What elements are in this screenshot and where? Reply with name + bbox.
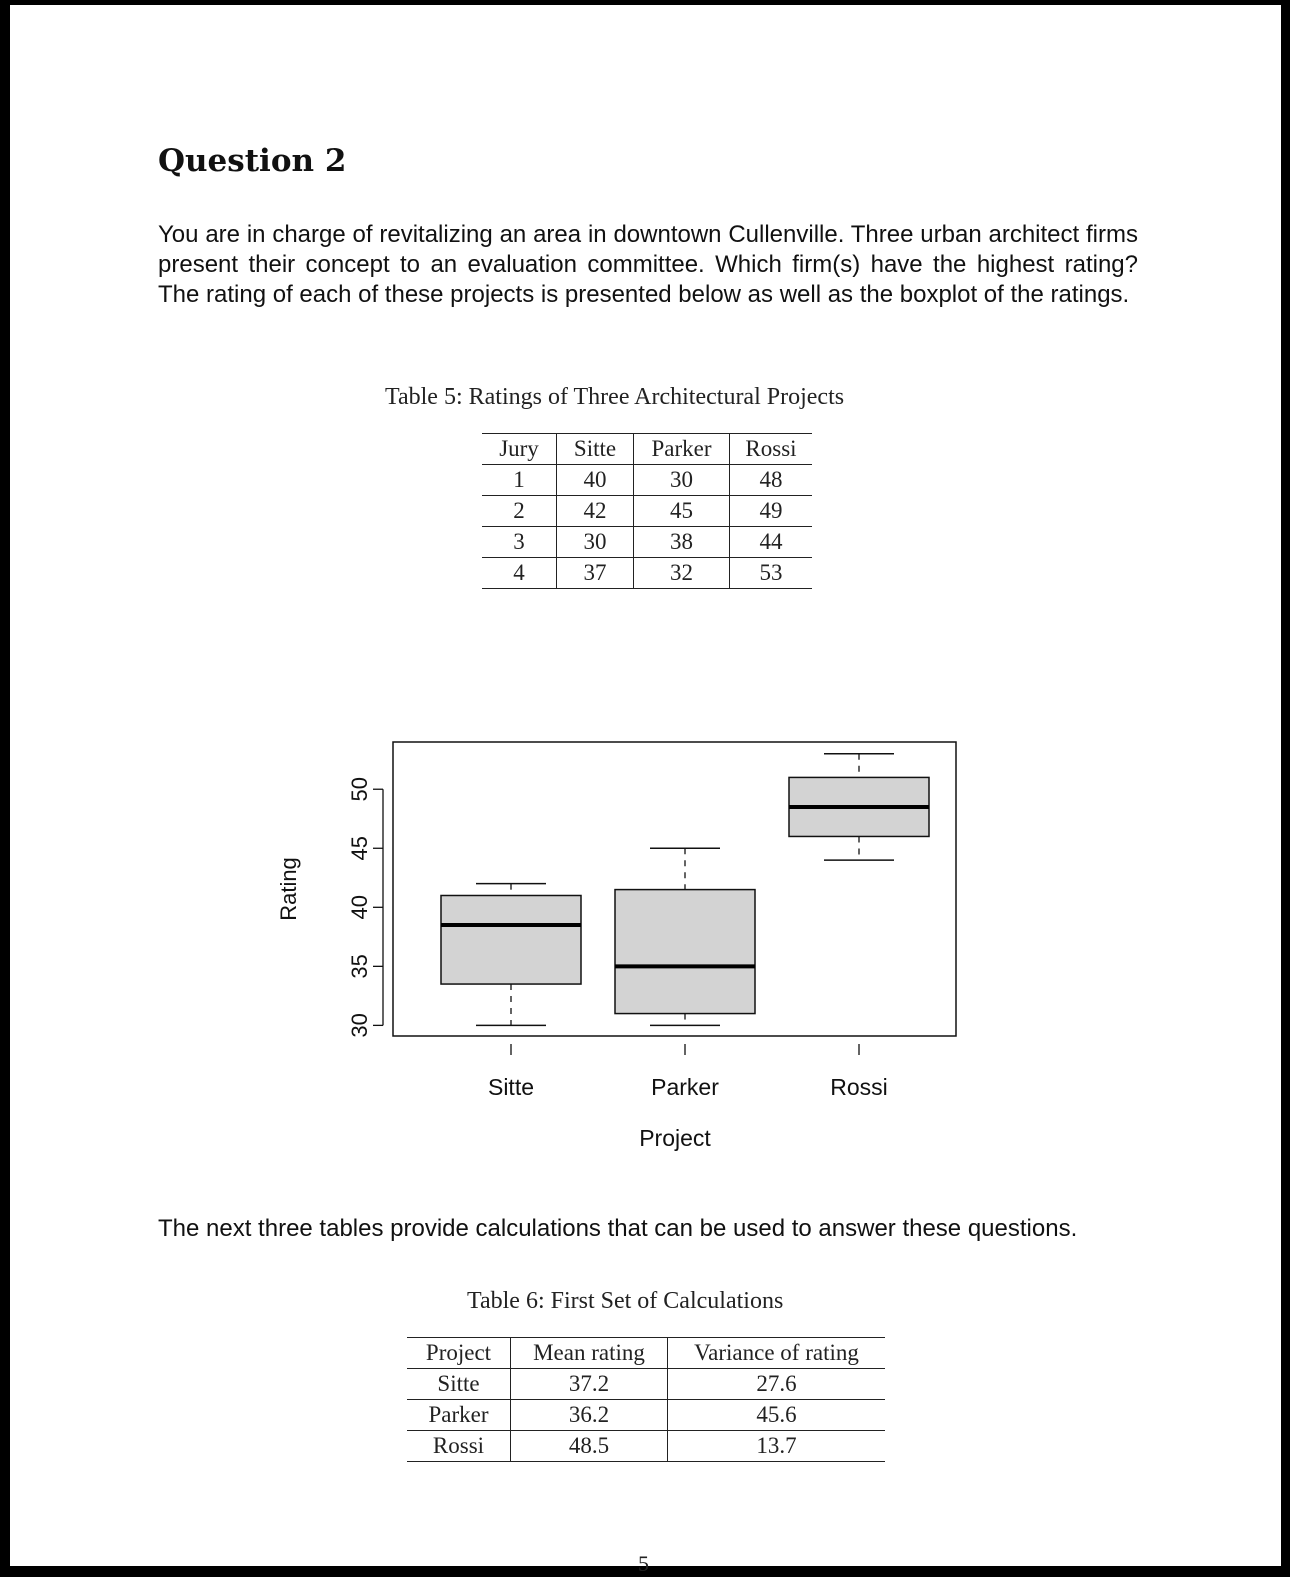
table-cell: 36.2 [511,1400,668,1431]
box-rossi [789,754,929,860]
table-cell: 38 [634,527,730,558]
header-variance: Variance of rating [668,1338,886,1369]
y-tick-label: 40 [346,895,372,920]
table5-caption: Table 5: Ratings of Three Architectural Projects [385,384,845,410]
table-cell: 27.6 [668,1369,886,1400]
table-cell: 42 [557,496,634,527]
table-cell: Parker [407,1400,511,1431]
table-cell: 45.6 [668,1400,886,1431]
table-row [407,1369,885,1400]
table-cell: 3 [482,527,557,558]
header-rossi: Rossi [730,434,813,465]
y-axis-label: Rating [276,857,301,921]
y-tick-label: 45 [346,836,372,861]
header-jury: Jury [482,434,557,465]
y-tick-label: 50 [346,776,372,802]
x-tick-label: Parker [651,1074,719,1100]
ratings-boxplot [265,733,1045,1163]
table-cell: 30 [634,465,730,496]
table-row [482,527,812,558]
table-cell: 2 [482,496,557,527]
table-cell: 48 [730,465,813,496]
question-heading: Question 2 [158,143,347,179]
y-tick-label: 35 [346,954,372,979]
header-sitte: Sitte [557,434,634,465]
table-cell: 45 [634,496,730,527]
table-cell: 37 [557,558,634,589]
iqr-box [441,895,581,984]
x-tick-label: Sitte [487,1074,535,1100]
table6-caption: Table 6: First Set of Calculations [467,1288,784,1314]
table-cell: 32 [634,558,730,589]
table-cell: 49 [730,496,813,527]
table-cell: 37.2 [511,1369,668,1400]
table-row [482,465,812,496]
x-axis [488,1044,888,1100]
table-cell: Rossi [407,1431,511,1462]
table-header-row [482,434,812,465]
question-intro: You are in charge of revitalizing an area in downtown Cullenville. Three urban architect firms present their concept to an evaluation committee. Which firm(s) have the highest rating? The rating of each of these projects is presented below as well as the boxplot of the ratings. [158,221,1138,308]
calculations-intro: The next three tables provide calculations that can be used to answer these questions. [158,1215,1078,1242]
header-parker: Parker [634,434,730,465]
table-cell: 48.5 [511,1431,668,1462]
table-row [482,558,812,589]
box-parker [615,848,755,1025]
header-project: Project [407,1338,511,1369]
iqr-box [615,890,755,1014]
table-row [482,496,812,527]
page-number: 5 [638,1551,649,1576]
table-cell: Sitte [407,1369,511,1400]
ratings-table [482,433,812,589]
x-axis-label: Project [639,1125,711,1151]
table-cell: 44 [730,527,813,558]
table-cell: 30 [557,527,634,558]
document-page [10,5,1281,1576]
table-cell: 53 [730,558,813,589]
header-mean-rating: Mean rating [511,1338,668,1369]
table-row [407,1400,885,1431]
table-cell: 13.7 [668,1431,886,1462]
table-cell: 1 [482,465,557,496]
table-cell: 40 [557,465,634,496]
table-header-row [407,1338,885,1369]
table-cell: 4 [482,558,557,589]
box-sitte [441,884,581,1026]
y-tick-label: 30 [346,1013,372,1038]
table-row [407,1431,885,1462]
box-group [441,754,929,1026]
calculations-table [407,1337,885,1462]
y-axis [347,777,383,1038]
x-tick-label: Rossi [830,1074,888,1100]
